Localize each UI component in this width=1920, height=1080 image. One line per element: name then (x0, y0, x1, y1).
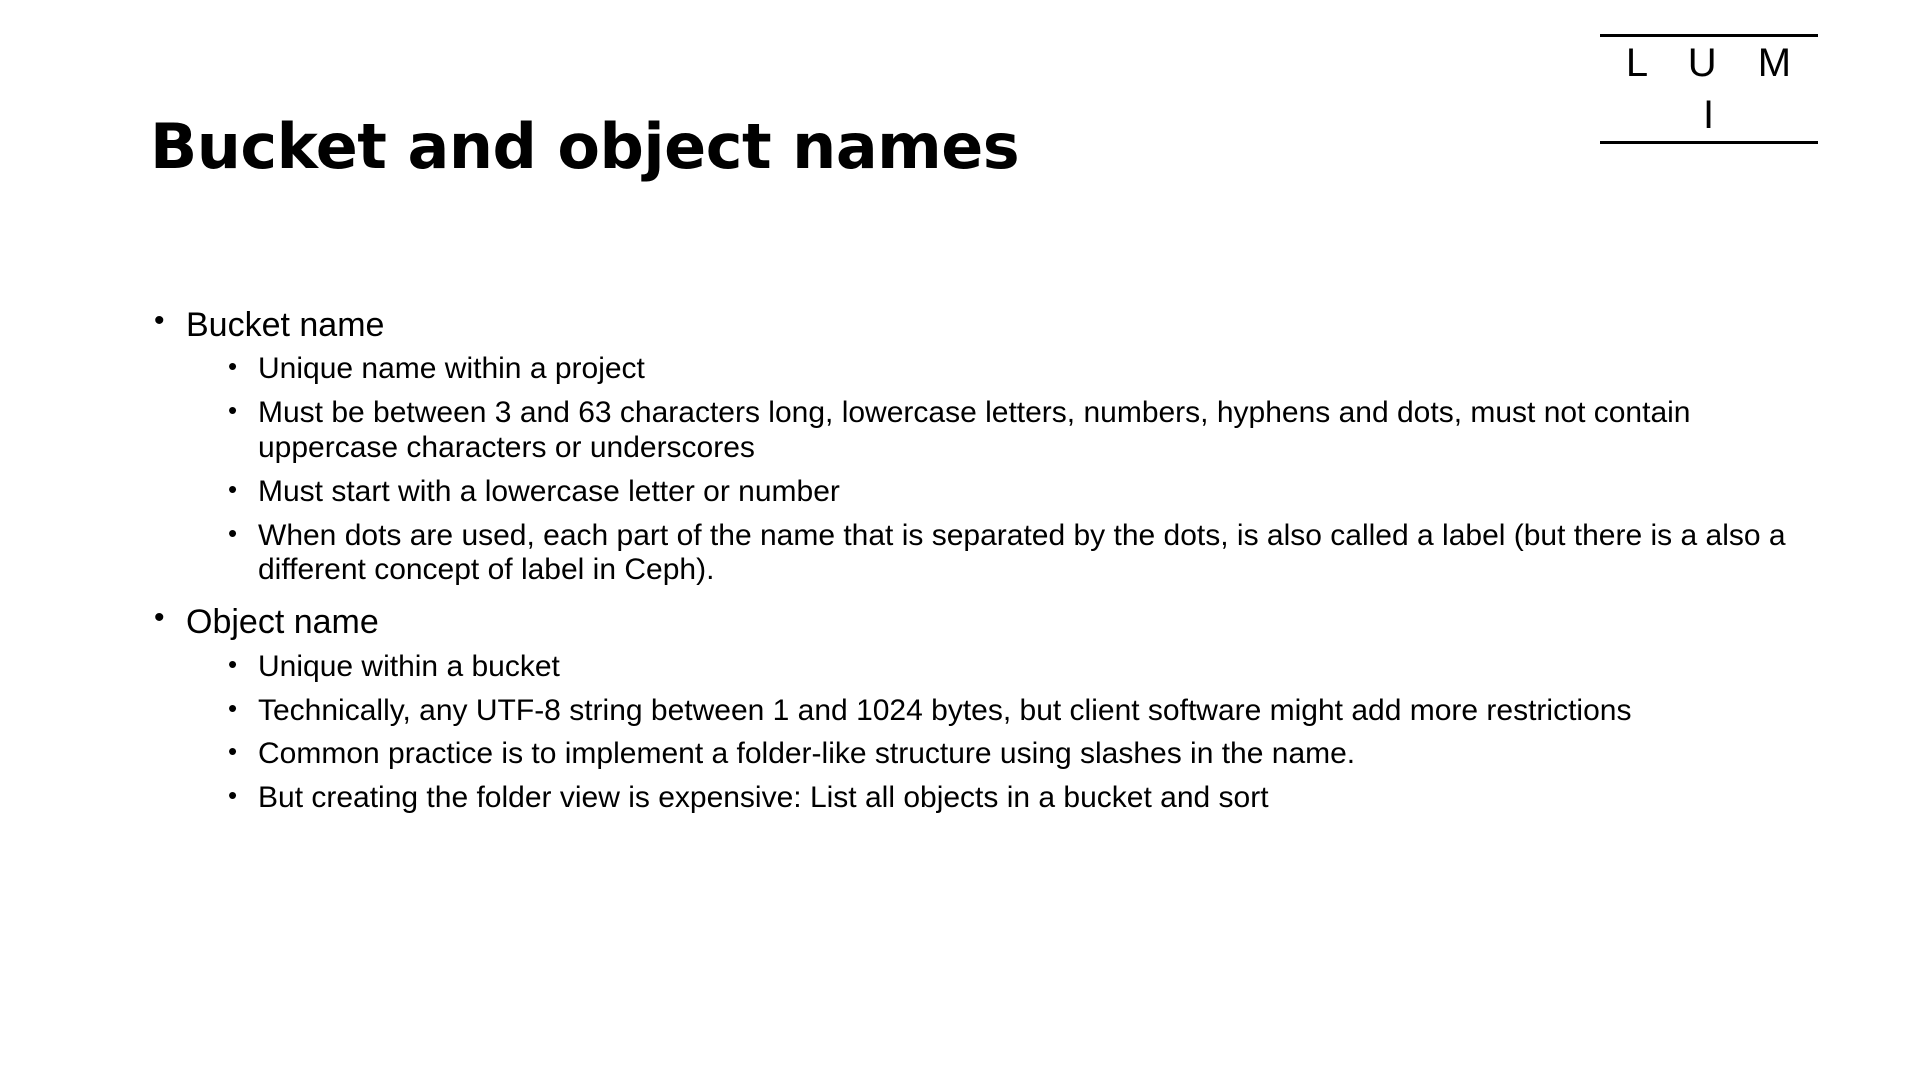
outline-section (150, 602, 1810, 816)
page-title: Bucket and object names (150, 110, 1020, 183)
outline-section (150, 305, 1810, 588)
sub-list (186, 352, 1810, 588)
section-heading: • Object name (186, 603, 379, 642)
outline-list (150, 305, 1810, 816)
list-item: • But creating the folder view is expensive: List all objects in a bucket and sort (186, 781, 1810, 816)
lumi-logo (1600, 34, 1818, 144)
list-item: • Common practice is to implement a folder-like structure using slashes in the name. (186, 737, 1810, 772)
section-heading: • Bucket name (186, 306, 385, 344)
list-item: • Must start with a lowercase letter or number (186, 475, 1810, 510)
sub-list (186, 650, 1810, 816)
logo-rule-bottom (1600, 141, 1818, 144)
logo-text: L U M I (1625, 41, 1807, 137)
list-item: • Must be between 3 and 63 characters long, lowercase letters, numbers, hyphens and dots, must not contain uppercase characters or underscores (186, 396, 1810, 466)
list-item: • Unique within a bucket (186, 650, 1810, 685)
slide-body (150, 305, 1810, 830)
list-item: • Unique name within a project (186, 352, 1810, 387)
list-item: • Technically, any UTF-8 string between 1 and 1024 bytes, but client software might add more restrictions (186, 694, 1810, 729)
list-item: • When dots are used, each part of the name that is separated by the dots, is also called a label (but there is a also a different concept of label in Ceph). (186, 519, 1810, 589)
